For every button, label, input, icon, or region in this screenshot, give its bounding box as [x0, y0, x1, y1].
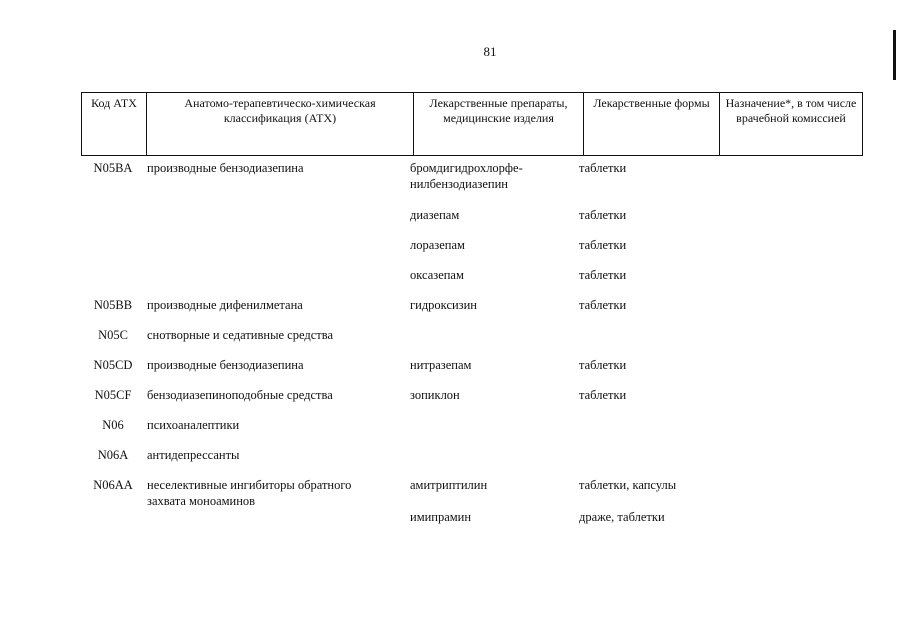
row-form: таблетки	[579, 388, 627, 402]
row-code: N06	[102, 418, 124, 432]
page-number: 81	[483, 44, 497, 59]
row-code: N05CD	[93, 358, 133, 372]
header-purpose: Назначение*, в том числе врачебной комиссией	[720, 93, 863, 156]
row-form: таблетки	[579, 358, 627, 372]
row-code: N05C	[98, 328, 128, 342]
row-drug: оксазепам	[410, 268, 464, 282]
row-drug: бромдигидрохлорфе-	[410, 161, 523, 175]
row-drug: диазепам	[410, 208, 460, 222]
row-drug: имипрамин	[410, 510, 472, 524]
row-drug: гидроксизин	[410, 298, 477, 312]
row-drug: лоразепам	[410, 238, 465, 252]
row-drug: нилбензодиазепин	[410, 177, 508, 191]
row-class: производные бензодиазепина	[147, 358, 304, 372]
row-code: N05BB	[93, 298, 133, 312]
row-form: таблетки	[579, 238, 627, 252]
row-code: N06AA	[93, 478, 133, 492]
row-class: снотворные и седативные средства	[147, 328, 333, 342]
row-class: производные бензодиазепина	[147, 161, 304, 175]
table-header	[81, 92, 863, 156]
margin-bar	[893, 30, 896, 80]
header-atc-class: Анатомо-терапевтическо-химическая классификация (АТХ)	[147, 93, 414, 156]
header-code: Код АТХ	[82, 93, 147, 156]
row-form: таблетки	[579, 268, 627, 282]
header-drugs: Лекарственные препараты, медицинские изделия	[414, 93, 584, 156]
row-form: таблетки	[579, 208, 627, 222]
row-class: неселективные ингибиторы обратного	[147, 478, 352, 492]
row-class: производные дифенилметана	[147, 298, 303, 312]
row-drug: амитриптилин	[410, 478, 488, 492]
row-drug: зопиклон	[410, 388, 460, 402]
row-code: N05BA	[93, 161, 133, 175]
row-form: таблетки	[579, 298, 627, 312]
row-form: таблетки, капсулы	[579, 478, 677, 492]
row-form: драже, таблетки	[579, 510, 665, 524]
row-code: N05CF	[94, 388, 132, 402]
row-class: захвата моноаминов	[147, 494, 256, 508]
row-class: психоаналептики	[147, 418, 240, 432]
row-form: таблетки	[579, 161, 627, 175]
header-forms: Лекарственные формы	[584, 93, 720, 156]
row-drug: нитразепам	[410, 358, 472, 372]
row-code: N06A	[97, 448, 129, 462]
row-class: бензодиазепиноподобные средства	[147, 388, 333, 402]
row-class: антидепрессанты	[147, 448, 240, 462]
